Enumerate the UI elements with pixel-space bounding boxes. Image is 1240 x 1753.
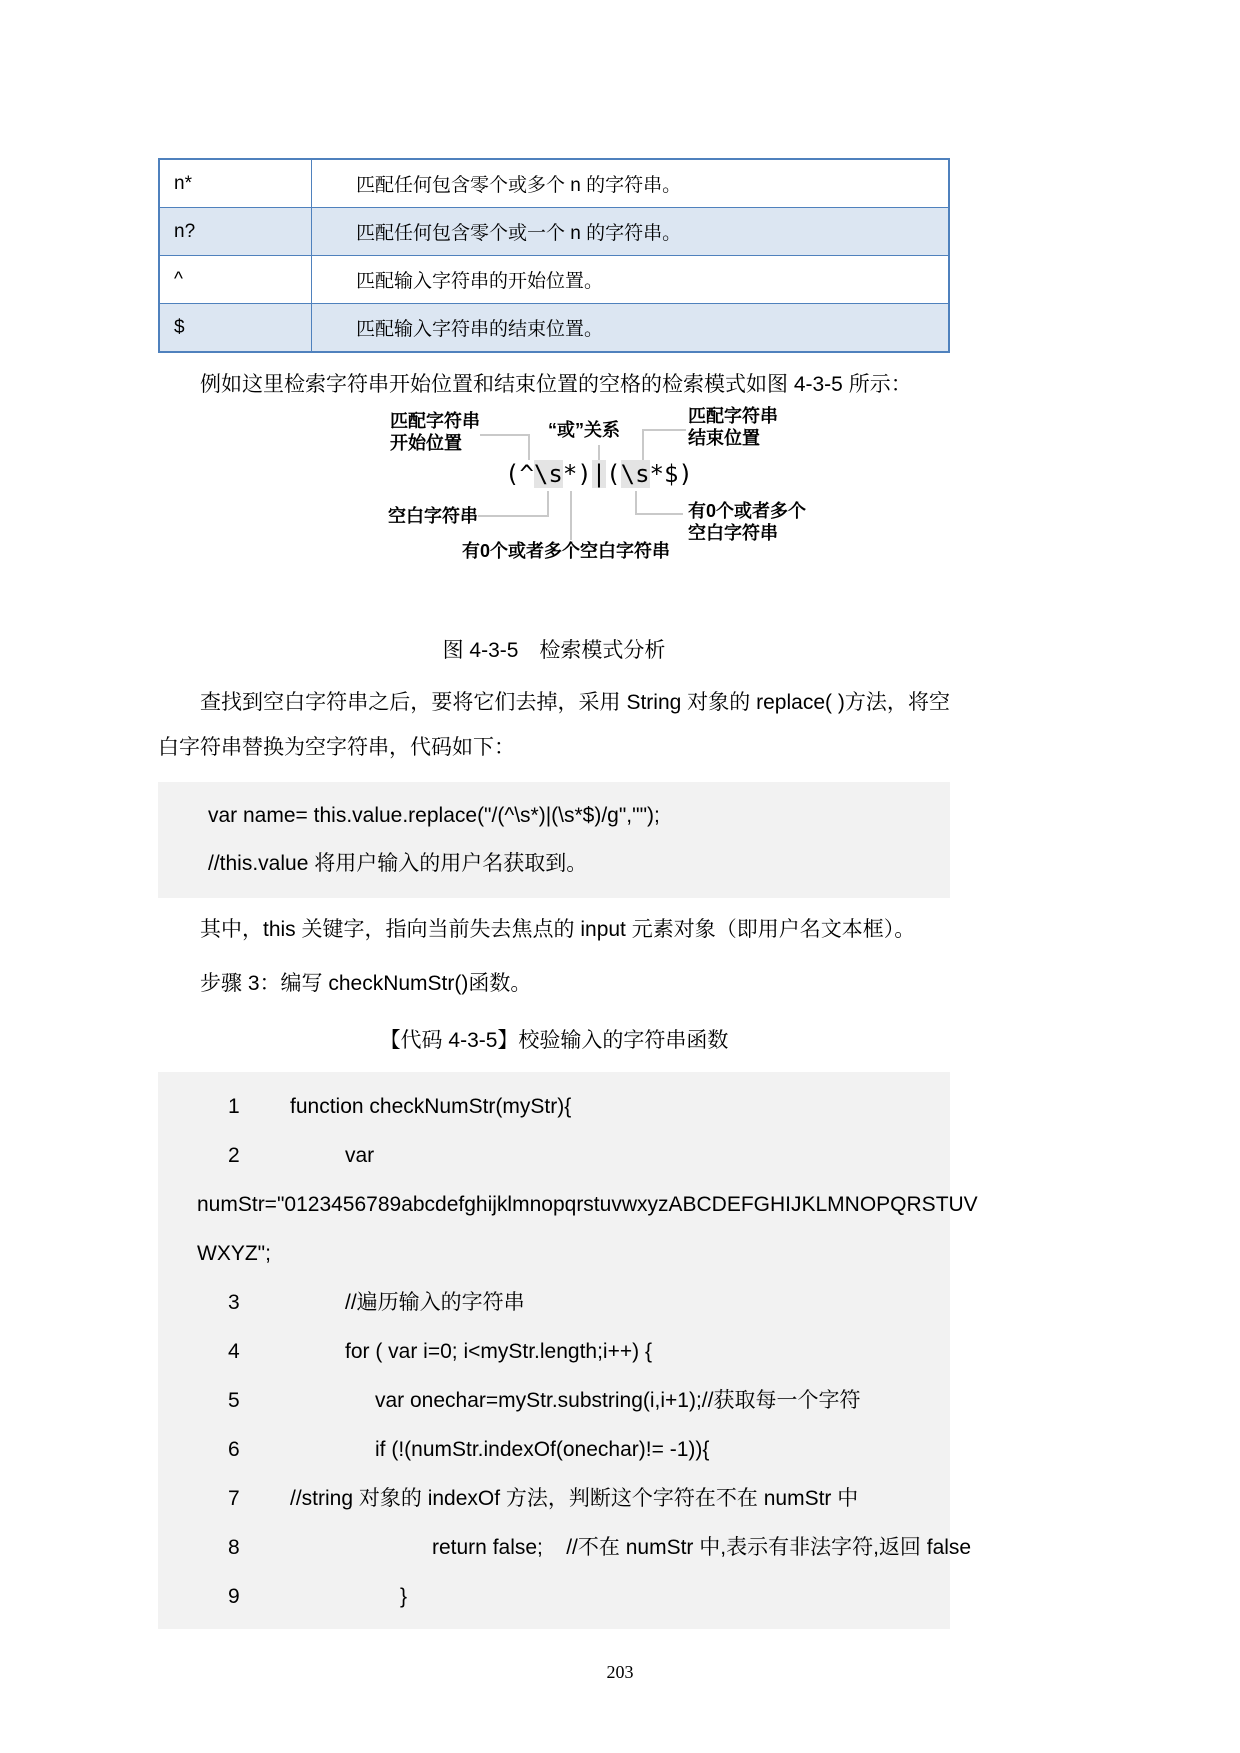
connector-line (570, 491, 572, 540)
regex-desc-cell: 匹配输入字符串的结束位置。 (312, 304, 950, 353)
code-line: //this.value 将用户输入的用户名获取到。 (208, 852, 588, 875)
regex-desc-cell: 匹配任何包含零个或一个 n 的字符串。 (312, 208, 950, 256)
diagram-label-match-start: 匹配字符串 开始位置 (390, 411, 480, 453)
regex-symbol-cell: n? (159, 208, 312, 256)
code-text: numStr="0123456789abcdefghijklmnopqrstuvwxyzABCDEFGHIJKLMNOPQRSTUV (197, 1193, 978, 1216)
diagram-label-or-relation: “或”关系 (548, 420, 620, 440)
code-text: if (!(numStr.indexOf(onechar)!= -1)){ (375, 1438, 710, 1461)
code-text: return false; //不在 numStr 中,表示有非法字符,返回 false (432, 1536, 972, 1559)
connector-line (480, 434, 528, 436)
connector-line (635, 513, 683, 515)
code-text: //遍历输入的字符串 (345, 1291, 525, 1314)
code-text: function checkNumStr(myStr){ (290, 1095, 572, 1118)
regex-symbol-cell: n* (159, 159, 312, 208)
figure-caption: 图 4-3-5 检索模式分析 (442, 639, 666, 662)
regex-whitespace-token: \s (533, 460, 563, 488)
page-content (158, 158, 978, 1629)
code-line (158, 1523, 972, 1572)
line-number: 5 (228, 1389, 240, 1412)
regex-expression: (^\s*)|(\s*$) (505, 460, 693, 488)
intro-paragraph: 例如这里检索字符串开始位置和结束位置的空格的检索模式如图 4-3-5 所示： (200, 373, 912, 396)
this-keyword-paragraph: 其中，this 关键字，指向当前失去焦点的 input 元素对象（即用户名文本框）。 (200, 918, 916, 941)
connector-line (598, 445, 600, 460)
connector-line (642, 429, 686, 431)
page-number: 203 (606, 1662, 634, 1682)
code-line (158, 1572, 950, 1621)
table-row (159, 304, 949, 353)
regex-symbol-cell: $ (159, 304, 312, 353)
connector-line (547, 491, 549, 517)
regex-whitespace-token: \s (620, 460, 650, 488)
line-number: 6 (228, 1438, 240, 1461)
code-line (158, 1327, 950, 1376)
line-number: 4 (228, 1340, 240, 1363)
regex-symbol-cell: ^ (159, 256, 312, 304)
code-text: WXYZ"; (197, 1242, 271, 1265)
table-row (159, 159, 949, 208)
diagram-label-whitespace: 空白字符串 (388, 506, 478, 526)
table-row (159, 208, 949, 256)
connector-line (642, 429, 644, 460)
code-line (158, 1082, 950, 1131)
regex-symbol-table (158, 158, 950, 353)
table-row (159, 256, 949, 304)
step3-paragraph: 步骤 3：编写 checkNumStr()函数。 (200, 972, 532, 995)
connector-line (635, 491, 637, 515)
regex-or-token: | (591, 460, 607, 488)
regex-desc-cell: 匹配输入字符串的开始位置。 (312, 256, 950, 304)
code-line (158, 1376, 950, 1425)
line-number: 3 (228, 1291, 240, 1314)
code-block-replace (158, 782, 950, 898)
connector-line (528, 434, 530, 460)
code-listing-heading: 【代码 4-3-5】校验输入的字符串函数 (379, 1029, 729, 1052)
diagram-label-match-end: 匹配字符串 结束位置 (688, 406, 778, 448)
line-number: 7 (228, 1487, 240, 1510)
line-number: 8 (228, 1536, 240, 1559)
code-text: var onechar=myStr.substring(i,i+1);//获取每一个字符 (375, 1389, 861, 1412)
code-line (158, 1131, 950, 1180)
diagram-label-zero-or-more-end: 有0个或者多个 空白字符串 (688, 501, 807, 543)
code-block-checknumstr (158, 1072, 978, 1629)
diagram-label-zero-or-more: 有0个或者多个空白字符串 (462, 541, 671, 561)
code-line (158, 1474, 950, 1523)
replace-method-paragraph: 查找到空白字符串之后，要将它们去掉，采用 String 对象的 replace( )方法，将空白字符串替换为空字符串，代码如下： (158, 691, 950, 759)
code-text: //string 对象的 indexOf 方法，判断这个字符在不在 numStr 中 (290, 1487, 859, 1510)
connector-line (478, 515, 549, 517)
code-text: } (400, 1585, 408, 1608)
code-line (158, 1180, 978, 1229)
code-line (158, 1229, 950, 1278)
code-line (158, 1425, 950, 1474)
code-line (158, 1278, 950, 1327)
code-line: var name= this.value.replace("/(^\s*)|(\s*$)/g",""); (208, 804, 660, 827)
code-text: var (345, 1144, 375, 1167)
regex-desc-cell: 匹配任何包含零个或多个 n 的字符串。 (312, 159, 950, 208)
line-number: 2 (228, 1144, 240, 1167)
code-text: for ( var i=0; i<myStr.length;i++) { (345, 1340, 652, 1363)
line-number: 1 (228, 1095, 240, 1118)
line-number: 9 (228, 1585, 240, 1608)
regex-pattern-diagram (380, 405, 810, 620)
